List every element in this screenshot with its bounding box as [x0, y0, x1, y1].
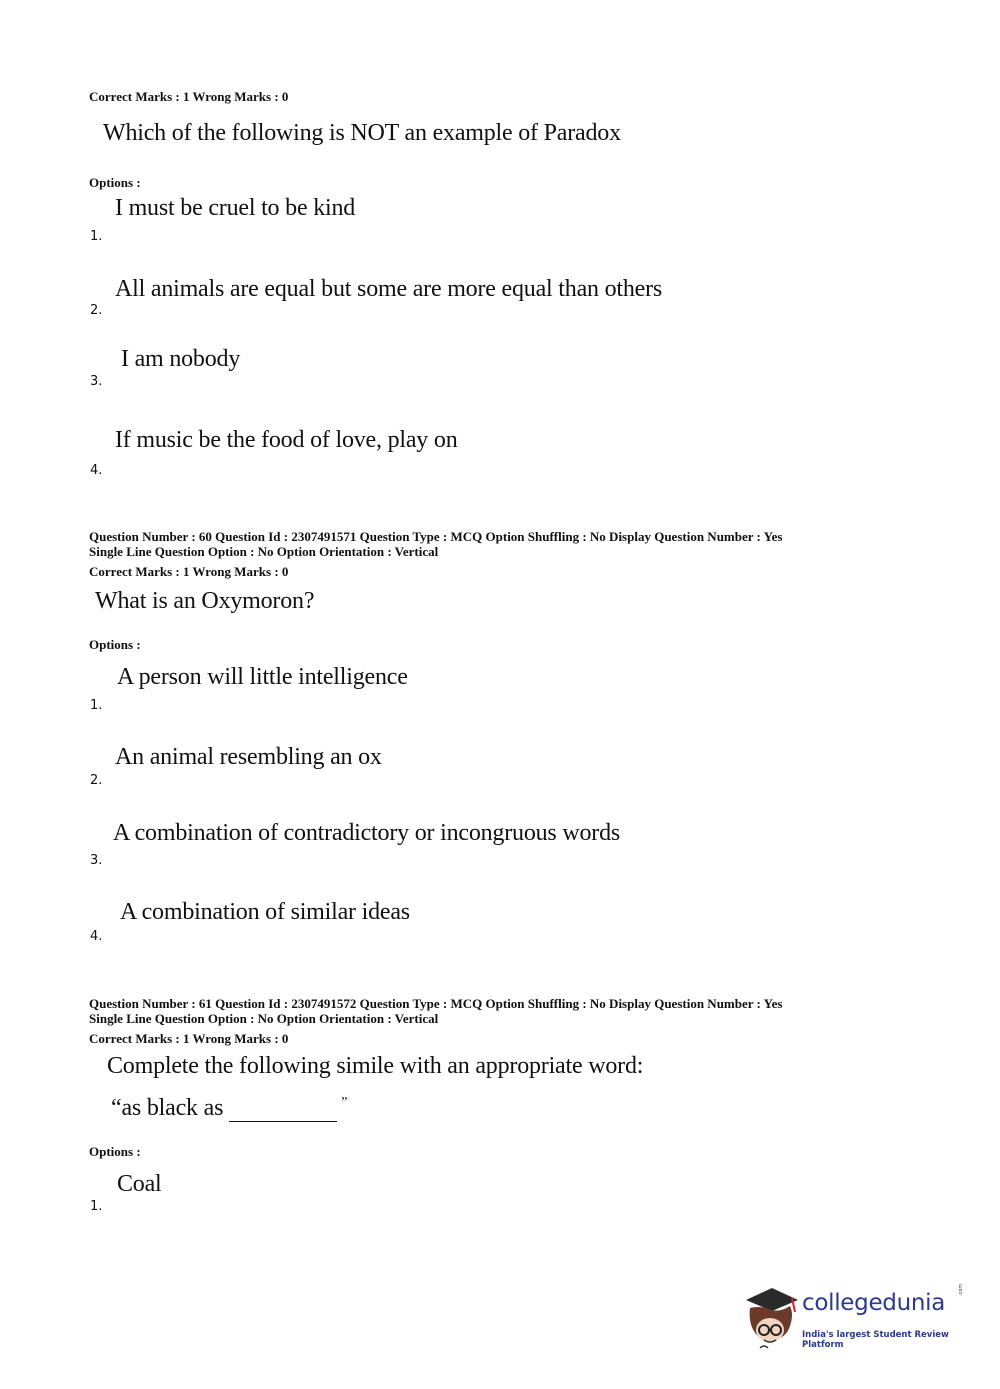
q59-option-2-text: All animals are equal but some are more equal than others: [115, 276, 663, 302]
q60-header-line-2: Single Line Question Option : No Option Orientation : Vertical: [89, 544, 439, 559]
q60-option-3-number: 3.: [90, 853, 103, 868]
collegedunia-logo: [742, 1284, 967, 1354]
q60-options-label: Options :: [89, 637, 141, 652]
q60-option-1-text: A person will little intelligence: [117, 664, 408, 690]
q59-marks: Correct Marks : 1 Wrong Marks : 0: [89, 89, 289, 104]
answer-blank: [229, 1095, 337, 1122]
logo-tagline: India's largest Student Review Platform: [802, 1330, 949, 1350]
q59-option-1-text: I must be cruel to be kind: [115, 195, 356, 221]
q61-option-1-number: 1.: [90, 1199, 103, 1214]
q60-question: What is an Oxymoron?: [95, 588, 315, 614]
q59-option-1-number: 1.: [90, 229, 103, 244]
q61-option-1-text: Coal: [117, 1171, 162, 1197]
q59-option-3-number: 3.: [90, 374, 103, 389]
q59-option-4-text: If music be the food of love, play on: [115, 427, 458, 453]
q59-option-2-number: 2.: [90, 303, 103, 318]
logo-wordmark: collegedunia: [802, 1290, 946, 1316]
q61-header-line-1: Question Number : 61 Question Id : 2307491572 Question Type : MCQ Option Shuffling : No Display Question Number : Yes: [89, 996, 783, 1011]
q60-option-3-text: A combination of contradictory or incongruous words: [113, 820, 621, 846]
q60-option-2-text: An animal resembling an ox: [115, 744, 382, 770]
q59-option-4-number: 4.: [90, 463, 103, 478]
q60-option-4-number: 4.: [90, 929, 103, 944]
q61-options-label: Options :: [89, 1144, 141, 1159]
q61-question-prefix: “as black as: [111, 1095, 224, 1121]
q61-marks: Correct Marks : 1 Wrong Marks : 0: [89, 1031, 289, 1046]
q59-options-label: Options :: [89, 175, 141, 190]
q61-question-line-1: Complete the following simile with an appropriate word:: [107, 1053, 644, 1079]
mascot-icon: [742, 1284, 802, 1354]
q60-marks: Correct Marks : 1 Wrong Marks : 0: [89, 564, 289, 579]
q60-option-2-number: 2.: [90, 773, 103, 788]
q59-option-3-text: I am nobody: [121, 346, 241, 372]
q59-question: Which of the following is NOT an example of Paradox: [103, 120, 621, 146]
q61-question-line-2: [111, 1095, 347, 1122]
q60-option-1-number: 1.: [90, 698, 103, 713]
q61-header-line-2: Single Line Question Option : No Option Orientation : Vertical: [89, 1011, 439, 1026]
logo-domain-suffix: .com: [958, 1283, 964, 1296]
q60-option-4-text: A combination of similar ideas: [120, 899, 410, 925]
q61-closing-quote: ”: [341, 1095, 348, 1110]
q60-header-line-1: Question Number : 60 Question Id : 2307491571 Question Type : MCQ Option Shuffling : No Display Question Number : Yes: [89, 529, 783, 544]
